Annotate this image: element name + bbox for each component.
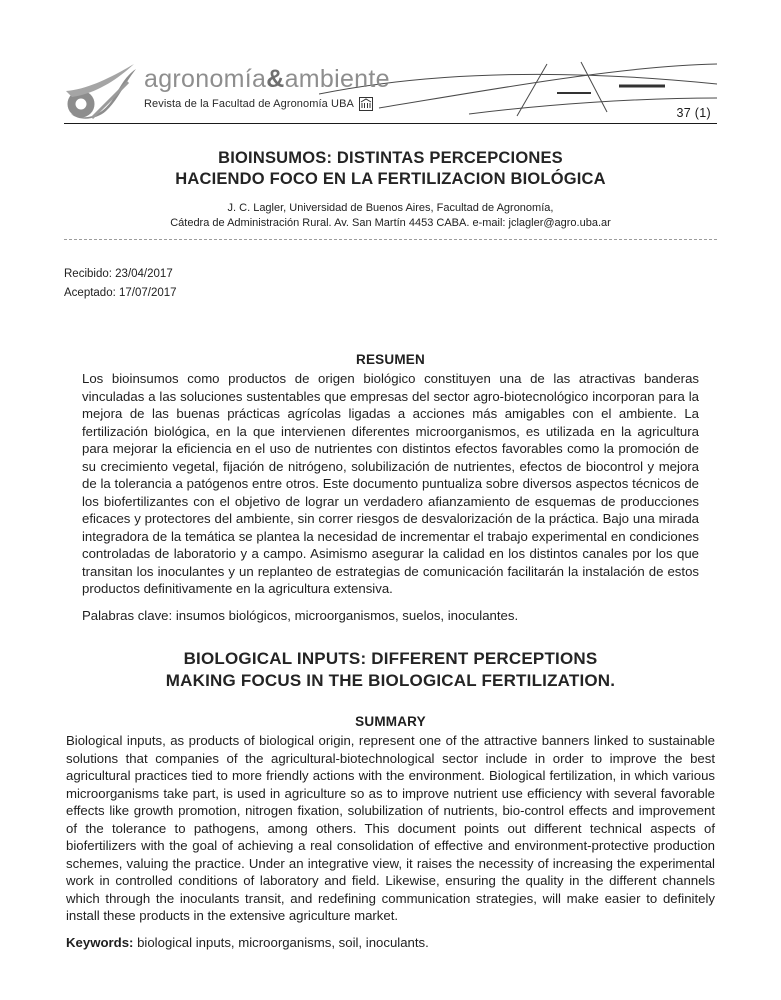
- article-title-english: [64, 648, 717, 692]
- byline-divider: [64, 239, 717, 240]
- wordmark-agronomia: agronomía: [144, 65, 267, 93]
- issue-number: 37 (1): [676, 106, 711, 120]
- journal-subtitle: Revista de la Facultad de Agronomía UBA: [144, 98, 354, 110]
- keywords-text: biological inputs, microorganisms, soil, inoculants.: [133, 934, 429, 950]
- keywords-label: Keywords:: [66, 934, 134, 950]
- resumen-body: Los bioinsumos como productos de origen biológico constituyen una de las atractivas banderas vinculadas a las soluciones sustentables que empresas del sector agro-biotecnológico incorporan para la mejora de las buenas prácticas agrícolas ligadas a acciones más amigables con el ambiente. La fertilización biológica, en la que intervienen diferentes microorganismos, es utilizada en la agricultura para mejorar la eficiencia en el uso de nutrientes con distintos efectos favorables como la promoción de su crecimiento vegetal, fijación de nitrógeno, solubilización de nutrientes, efectos de biocontrol y mejora de la tolerancia a patógenos entre otros. Este documento puntualiza sobre diversos aspectos técnicos de los biofertilizantes con el objetivo de lograr un verdadero afianzamiento de esquemas de producciones eficaces y protectores del ambiente, sin correr riesgos de desvalorización de la práctica. Bajo una mirada integradora de la temática se plantea la necesidad de incrementar el trabajo experimental en condiciones controladas de laboratorio y a campo. Asimismo asegurar la calidad en los distintos canales por los que transitan los inoculantes y un replanteo de estrategias de comunicación facilitarán la instalación de estos productos definitivamente en la agricultura extensiva.: [82, 371, 699, 596]
- keywords-line: [64, 934, 717, 952]
- palabras-clave-line: [64, 607, 717, 625]
- summary-body: Biological inputs, as products of biological origin, represent one of the attractive banners linked to sustainable solutions that companies of the agricultural-biotechnological sector include in order to improve the best agricultural practices tied to more friendly actions with the environment. Biological fertilization, in which various microorganisms take part, is used in agriculture so as to improve nutrient use efficiency with several favorable effects like growth promotion, nitrogen fixation, solubilization of nutrients, bio-control effects and improvement of the tolerance to pathogens, among others. This document points out different technical aspects of biofertilizers with the goal of achieving a real consolidation of effective and environment-protective production schemes, valuing the practice. Under an integrative view, it raises the necessity of increasing the experimental work in controlled conditions of laboratory and field. Likewise, ensuring the quality in the different channels which through the inoculants transit, and redefining communication strategies, will make easier to definitely install these products in the extensive agriculture market.: [66, 733, 715, 923]
- article-title-line1: BIOINSUMOS: DISTINTAS PERCEPCIONES: [218, 149, 563, 167]
- accepted-label: Aceptado:: [64, 287, 116, 299]
- author-byline: [64, 201, 717, 230]
- journal-logo-icon: [66, 64, 136, 122]
- wordmark-ambiente: ambiente: [284, 65, 390, 93]
- accepted-date: 17/07/2017: [119, 287, 177, 299]
- palabras-clave-label: Palabras clave:: [82, 607, 173, 623]
- wordmark-ampersand: &: [266, 65, 285, 93]
- article-title: [64, 148, 717, 190]
- palabras-clave-text: insumos biológicos, microorganismos, suelos, inoculantes.: [172, 607, 519, 623]
- uba-crest-icon: [359, 97, 373, 111]
- byline-line2: Cátedra de Administración Rural. Av. San Martín 4453 CABA. e-mail: jclagler@agro.uba.ar: [170, 216, 611, 229]
- journal-masthead: [64, 66, 717, 124]
- english-title-line2: MAKING FOCUS IN THE BIOLOGICAL FERTILIZATION.: [165, 671, 616, 690]
- dates-block: [64, 265, 717, 303]
- accepted-row: [64, 284, 717, 303]
- journal-subtitle-row: [144, 97, 390, 111]
- summary-heading: SUMMARY: [355, 714, 426, 729]
- journal-wordmark: [144, 66, 390, 92]
- received-label: Recibido:: [64, 268, 112, 280]
- english-title-line1: BIOLOGICAL INPUTS: DIFFERENT PERCEPTIONS: [183, 649, 598, 668]
- article-title-line2: HACIENDO FOCO EN LA FERTILIZACION BIOLÓGICA: [175, 170, 606, 188]
- received-row: [64, 265, 717, 284]
- byline-line1: J. C. Lagler, Universidad de Buenos Aires, Facultad de Agronomía,: [227, 202, 554, 214]
- received-date: 23/04/2017: [115, 268, 173, 280]
- resumen-heading: RESUMEN: [356, 352, 425, 367]
- journal-brand: [144, 66, 390, 111]
